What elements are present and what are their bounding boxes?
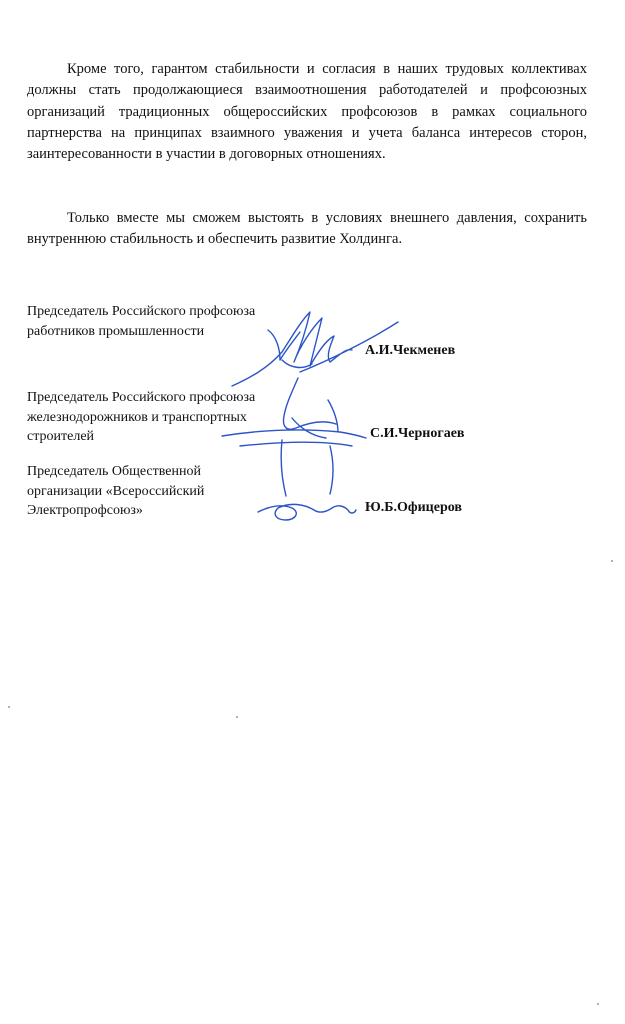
scan-speck xyxy=(8,706,10,708)
signatory-title: Председатель Российского профсоюза железнодорожников и транспортных строителей xyxy=(27,390,256,444)
paragraph-together: Только вместе мы сможем выстоять в условиях внешнего давления, сохранить внутреннюю стабильность и обеспечить развитие Холдинга. xyxy=(27,210,587,248)
scan-speck xyxy=(611,560,613,562)
signatory-name: С.И.Черногаев xyxy=(370,426,465,441)
signatory-name: Ю.Б.Офицеров xyxy=(365,500,462,515)
scan-speck xyxy=(597,1003,599,1005)
paragraph-cooperation: Кроме того, гарантом стабильности и согласия в наших трудовых коллективах должны стать продолжающиеся взаимоотношения работодателей и профсоюзных организаций традиционных общероссийских профсоюзов в рамках социального партнерства на принципах взаимного уважения и учета баланса интересов сторон, заинтересованности в участии в договорных отношениях. xyxy=(27,61,587,163)
signatory-title: Председатель Общественной организации «Всероссийский Электропрофсоюз» xyxy=(27,464,205,518)
signatory-title: Председатель Российского профсоюза работников промышленности xyxy=(27,304,256,339)
scan-speck xyxy=(236,716,238,718)
signatory-name: А.И.Чекменев xyxy=(365,343,456,358)
